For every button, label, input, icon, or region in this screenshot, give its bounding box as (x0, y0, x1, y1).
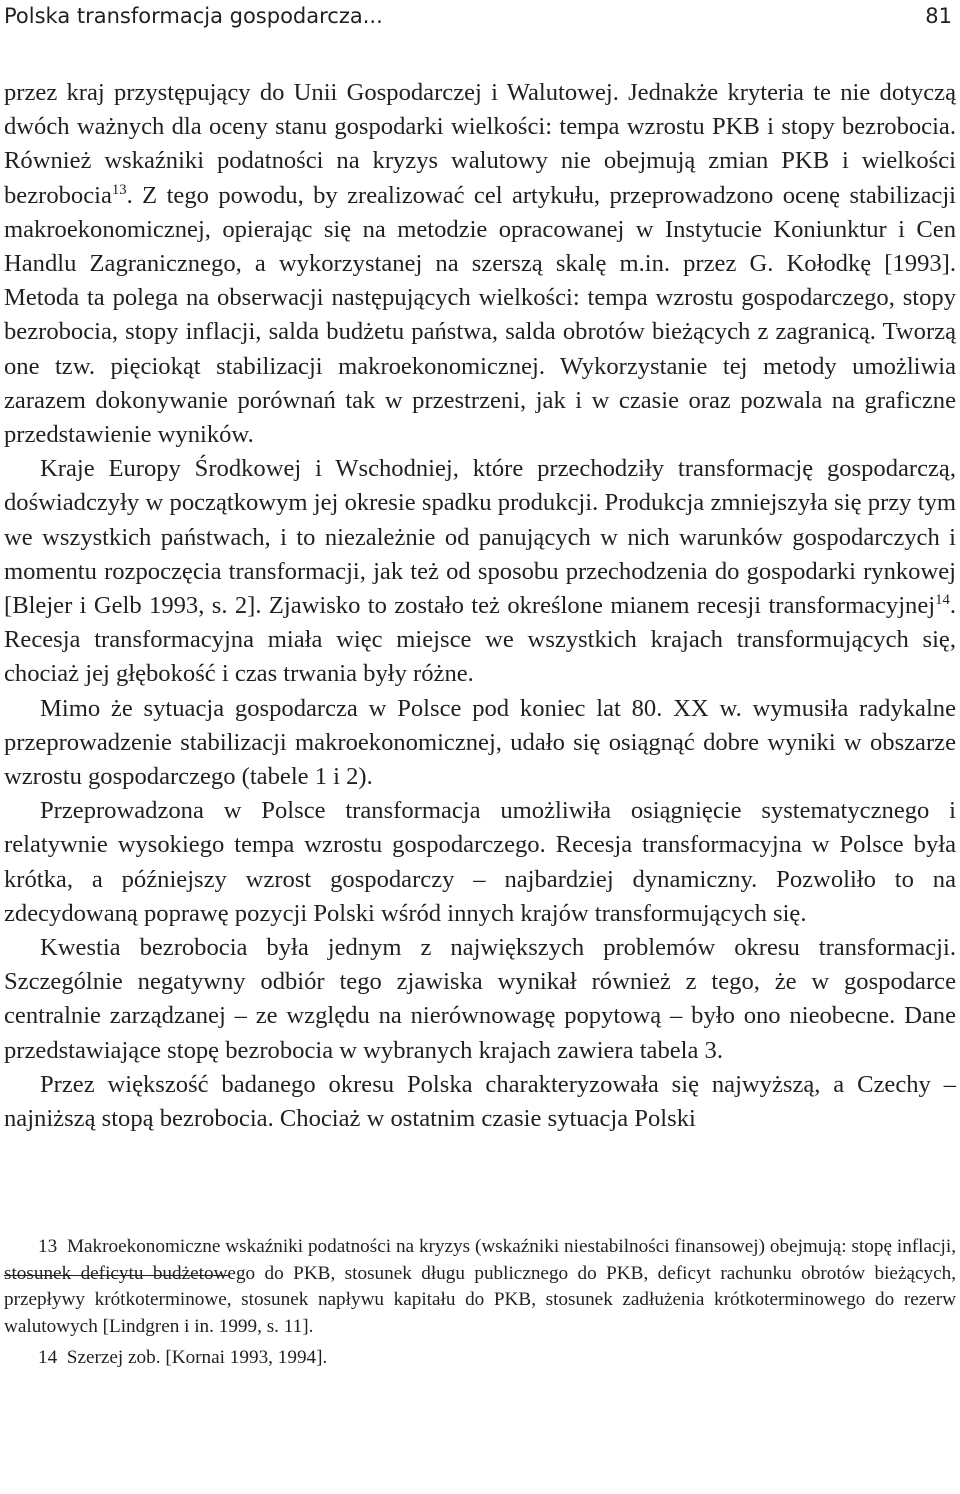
footnote-13 (4, 1234, 956, 1340)
running-header (4, 2, 952, 30)
footnote-13-text: Makroekonomiczne wskaźniki podatności na kryzys (wskaźniki niestabilności finansowej) obejmują: stopę inflacji, stosunek deficytu budżetowego do PKB, stosunek długu publicznego do PKB, deficyt rachunku obrotów bieżących, przepływy krótkoterminowe, stosunek napływu kapitału do PKB, stosunek zadłużenia krótkoterminowego do rezerw walutowych [Lindgren i in. 1999, s. 11]. (4, 1236, 957, 1337)
footnote-13-number: 13 (38, 1236, 58, 1257)
paragraph-2 (4, 452, 956, 691)
paragraph-1 (4, 76, 956, 452)
footnote-14 (4, 1345, 956, 1372)
paragraph-3: Mimo że sytuacja gospodarcza w Polsce pod koniec lat 80. XX w. wymusiła radykalne przeprowadzenie stabilizacji makroekonomicznej, udało się osiągnąć dobre wyniki w obszarze wzrostu gospodarczego (tabele 1 i 2). (4, 694, 956, 791)
paragraph-6: Przez większość badanego okresu Polska charakteryzowała się najwyższą, a Czechy – najniższą stopą bezrobocia. Chociaż w ostatnim czasie sytuacja Polski (4, 1070, 956, 1133)
running-title: Polska transformacja gospodarcza... (4, 4, 383, 28)
body-text (4, 76, 956, 1136)
paragraph-4: Przeprowadzona w Polsce transformacja umożliwiła osiągnięcie systematycznego i relatywnie wysokiego tempa wzrostu gospodarczego. Recesja transformacyjna w Polsce była krótka, a późniejszy wzrost gospodarczy – najbardziej dynamiczny. Pozwoliło to na zdecydowaną poprawę pozycji Polski wśród innych krajów transformujących się. (4, 797, 956, 927)
footnotes (4, 1234, 956, 1372)
paragraph-5: Kwestia bezrobocia była jednym z największych problemów okresu transformacji. Szczególnie negatywny odbiór tego zjawiska wynikał również z tego, że w gospodarce centralnie zarządzanej – ze względu na nierównowagę popytową – było ono nieobecne. Dane przedstawiające stopę bezrobocia w wybranych krajach zawiera tabela 3. (4, 934, 956, 1064)
paragraph-1-text-a: przez kraj przystępujący do Unii Gospodarczej i Walutowej. Jednakże kryteria te nie dotyczą dwóch ważnych dla oceny stanu gospodarki wielkości: tempa wzrostu PKB i stopy bezrobocia. Również wskaźniki podatności na kryzys walutowy nie obejmują zmian PKB i wielkości bezrobocia (4, 79, 956, 209)
footnote-14-text: Szerzej zob. [Kornai 1993, 1994]. (66, 1347, 328, 1369)
footnote-ref-14[interactable]: 14 (935, 591, 950, 608)
footnote-14-number: 14 (38, 1347, 58, 1369)
page-number: 81 (925, 4, 952, 28)
footnote-ref-13[interactable]: 13 (111, 181, 127, 198)
paragraph-2-text-a: Kraje Europy Środkowej i Wschodniej, które przechodziły transformację gospodarczą, doświadczyły w początkowym jej okresie spadku produkcji. Produkcja zmniejszyła się przy tym we wszystkich państwach, i to niezależnie od panujących w nich warunków gospodarczych i momentu rozpoczęcia transformacji, jak też od sposobu przechodzenia do gospodarki rynkowej [Blejer i Gelb 1993, s. 2]. Zjawisko to zostało też określone mianem recesji transformacyjnej (4, 455, 956, 620)
paragraph-1-text-b: . Z tego powodu, by zrealizować cel artykułu, przeprowadzono ocenę stabilizacji makroekonomicznej, opierając się na metodzie opracowanej w Instytucie Koniunktur i Cen Handlu Zagranicznego, a wykorzystanej na szerszą skalę m.in. przez G. Kołodkę [1993]. Metoda ta polega na obserwacji następujących wielkości: tempa wzrostu gospodarczego, stopy bezrobocia, stopy inflacji, salda budżetu państwa, salda obrotów bieżących z zagranicą. Tworzą one tzw. pięciokąt stabilizacji makroekonomicznej. Wykorzystanie tej metody umożliwia zarazem dokonywanie porównań tak w przestrzeni, jak i w czasie oraz pozwala na graficzne przedstawienie wyników. (4, 181, 956, 449)
paragraph-2-text-b: . Recesja transformacyjna miała więc miejsce we wszystkich krajach transformujących się, chociaż jej głębokość i czas trwania były różne. (4, 592, 956, 688)
